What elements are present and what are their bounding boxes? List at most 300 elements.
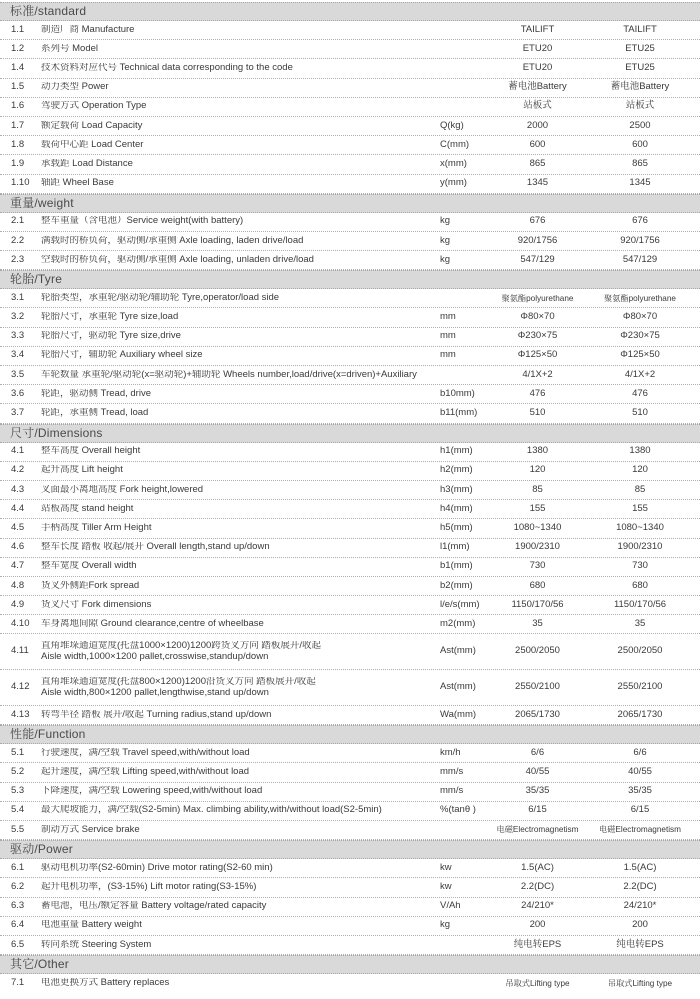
- row-value-etu25: 40/55: [628, 766, 652, 778]
- row-value-etu20: TAILIFT: [520, 23, 555, 35]
- row-unit: kw: [440, 861, 452, 873]
- row-value-etu25: 920/1756: [620, 234, 660, 246]
- row-description-line1: 行驶速度，满/空载 Travel speed,with/without load: [41, 747, 250, 758]
- row-description: [41, 44, 440, 55]
- row-description: [41, 408, 440, 419]
- row-value-etu25: 蓄电池Battery: [610, 81, 670, 93]
- spec-row: [0, 577, 700, 596]
- spec-row: [0, 821, 700, 840]
- row-value-etu20: 2000: [526, 119, 549, 131]
- row-value-etu25: 865: [632, 157, 648, 169]
- row-number: 3.6: [11, 387, 25, 399]
- row-description: [41, 101, 440, 112]
- row-description: [41, 370, 440, 381]
- row-number: 4.3: [11, 483, 25, 495]
- row-value-etu20: 920/1756: [517, 234, 558, 246]
- row-description: [41, 121, 440, 132]
- row-description-line1: 手柄高度 Tiller Arm Height: [41, 522, 152, 533]
- spec-row: [0, 347, 700, 366]
- spec-row: [0, 936, 700, 955]
- section-rows: [0, 213, 700, 271]
- row-number: 4.6: [11, 541, 25, 553]
- spec-section: [0, 955, 700, 993]
- row-value-etu20: 35/35: [525, 785, 550, 797]
- row-unit: C(mm): [440, 138, 470, 150]
- row-description-line1: 载荷中心距 Load Center: [41, 139, 144, 150]
- spec-row: [0, 443, 700, 462]
- row-unit: b2(mm): [440, 579, 473, 591]
- row-value-etu20: 2.2(DC): [520, 880, 555, 892]
- row-unit: h5(mm): [440, 521, 473, 533]
- row-value-etu25: Φ80×70: [622, 311, 658, 323]
- row-number: 3.1: [11, 291, 25, 303]
- row-unit: l/e/s(mm): [440, 598, 480, 610]
- row-value-etu20: 547/129: [520, 253, 555, 265]
- row-unit: mm/s: [440, 785, 464, 797]
- row-value-etu20: 730: [529, 560, 546, 572]
- row-description: [41, 600, 440, 611]
- row-description: [41, 825, 440, 836]
- row-description: [41, 465, 440, 476]
- row-description-line1: 轮距，驱动侧 Tread, drive: [41, 388, 151, 399]
- row-unit: %(tanθ ): [440, 804, 476, 816]
- row-unit: kg: [440, 919, 451, 931]
- row-value-etu25: 2.2(DC): [623, 880, 657, 892]
- row-number: 4.8: [11, 579, 25, 591]
- row-description: [41, 542, 440, 553]
- row-value-etu25: 聚氨酯polyurethane: [604, 293, 676, 303]
- row-unit: kw: [440, 880, 452, 892]
- row-description: [41, 140, 440, 151]
- row-description: [41, 159, 440, 170]
- row-unit: x(mm): [440, 157, 467, 169]
- row-value-etu20: Φ80×70: [520, 311, 555, 323]
- spec-row: [0, 615, 700, 634]
- row-description: [41, 882, 440, 893]
- row-value-etu25: 站板式: [625, 100, 655, 112]
- row-description-line1: 下降速度，满/空载 Lowering speed,with/without load: [41, 786, 263, 797]
- row-unit: Q(kg): [440, 119, 464, 131]
- row-value-etu25: 155: [632, 502, 648, 514]
- row-number: 4.5: [11, 521, 25, 533]
- spec-row: [0, 462, 700, 481]
- spec-row: [0, 98, 700, 117]
- row-value-etu20: 155: [529, 502, 546, 514]
- row-value-etu25: 1.5(AC): [623, 861, 657, 873]
- spec-row: [0, 404, 700, 423]
- spec-row: [0, 385, 700, 404]
- row-unit: Wa(mm): [440, 708, 477, 720]
- row-unit: y(mm): [440, 177, 467, 189]
- row-unit: h3(mm): [440, 483, 473, 495]
- row-description: [41, 82, 440, 93]
- spec-row: [0, 213, 700, 232]
- row-number: 1.7: [11, 119, 25, 131]
- row-description: [41, 677, 440, 699]
- row-value-etu20: 600: [529, 138, 546, 150]
- row-value-etu25: 2065/1730: [617, 708, 663, 720]
- section-header: 重量/weight: [0, 194, 700, 213]
- row-value-etu25: 2500: [629, 119, 651, 131]
- row-value-etu20: 2550/2100: [515, 681, 560, 693]
- row-description: [41, 446, 440, 457]
- row-description-line1: 轮胎尺寸，承重轮 Tyre size,load: [41, 312, 179, 323]
- row-description-line1: 制造厂商 Manufacture: [41, 24, 135, 35]
- row-description: [41, 561, 440, 572]
- spec-row: [0, 40, 700, 59]
- section-header: 其它/Other: [0, 955, 700, 974]
- row-description: [41, 331, 440, 342]
- spec-row: [0, 289, 700, 308]
- row-value-etu20: 蓄电池Battery: [508, 81, 567, 93]
- row-value-etu25: 6/6: [633, 746, 647, 758]
- spec-row: [0, 519, 700, 538]
- spec-row: [0, 232, 700, 251]
- row-number: 1.4: [11, 62, 25, 73]
- row-number: 3.4: [11, 349, 25, 361]
- row-value-etu20: 纯电转EPS: [513, 938, 562, 950]
- row-value-etu25: 1345: [629, 177, 651, 189]
- row-value-etu20: Φ230×75: [517, 330, 558, 342]
- row-description: [41, 767, 440, 778]
- section-rows: [0, 974, 700, 993]
- row-value-etu25: Φ230×75: [620, 330, 660, 342]
- row-number: 5.5: [11, 823, 25, 835]
- row-unit: kg: [440, 253, 451, 265]
- row-value-etu25: 547/129: [622, 253, 658, 265]
- row-unit: l1(mm): [440, 541, 470, 553]
- row-description: [41, 389, 440, 400]
- spec-section: [0, 840, 700, 955]
- row-unit: mm/s: [440, 766, 464, 778]
- spec-row: [0, 974, 700, 993]
- row-unit: b11(mm): [440, 407, 478, 418]
- row-description: [41, 485, 440, 496]
- row-number: 3.3: [11, 330, 25, 342]
- row-value-etu20: 1080~1340: [513, 521, 562, 533]
- row-value-etu20: 1345: [526, 177, 549, 189]
- row-unit: Ast(mm): [440, 681, 476, 693]
- row-description-line1: 轮胎尺寸，驱动轮 Tyre size,drive: [41, 331, 181, 342]
- row-value-etu25: 600: [632, 138, 648, 150]
- row-description-line1: 承载距 Load Distance: [41, 158, 133, 169]
- row-value-etu25: 1380: [629, 445, 651, 457]
- row-description: [41, 312, 440, 323]
- row-description-line1: 额定载荷 Load Capacity: [41, 120, 143, 131]
- row-value-etu25: ETU25: [625, 62, 655, 73]
- spec-row: [0, 898, 700, 917]
- row-value-etu25: 35/35: [628, 785, 652, 797]
- row-description: [41, 581, 440, 592]
- row-description-line1: 动力类型 Power: [41, 82, 109, 93]
- section-rows: [0, 744, 700, 840]
- row-value-etu25: 680: [632, 579, 648, 591]
- spec-row: [0, 670, 700, 706]
- row-value-etu20: 200: [529, 919, 546, 931]
- spec-row: [0, 596, 700, 615]
- spec-section: [0, 270, 700, 423]
- row-description: [41, 710, 440, 721]
- section-rows: [0, 289, 700, 423]
- row-number: 4.12: [11, 681, 30, 693]
- spec-row: [0, 783, 700, 802]
- row-value-etu25: 24/210*: [623, 900, 657, 912]
- spec-section: [0, 424, 700, 726]
- row-number: 4.4: [11, 502, 25, 514]
- row-description-line1: 起升高度 Lift height: [41, 465, 123, 476]
- row-value-etu20: 24/210*: [521, 900, 554, 912]
- row-description: [41, 293, 440, 304]
- row-description: [41, 805, 440, 816]
- spec-row: [0, 21, 700, 40]
- row-value-etu20: 865: [529, 157, 546, 169]
- row-number: 3.7: [11, 407, 25, 418]
- row-unit: m2(mm): [440, 617, 476, 629]
- spec-row: [0, 744, 700, 763]
- row-value-etu25: 4/1X+2: [624, 368, 656, 380]
- row-unit: b1(mm): [440, 560, 473, 572]
- spec-section: [0, 2, 700, 194]
- spec-row: [0, 59, 700, 78]
- row-value-etu25: 730: [632, 560, 648, 572]
- spec-row: [0, 802, 700, 821]
- row-number: 6.3: [11, 900, 25, 912]
- row-value-etu25: 1900/2310: [617, 541, 663, 553]
- row-value-etu20: 1900/2310: [515, 541, 560, 553]
- section-header: 尺寸/Dimensions: [0, 424, 700, 443]
- spec-row: [0, 481, 700, 500]
- row-number: 5.4: [11, 804, 25, 816]
- spec-row: [0, 328, 700, 347]
- spec-row: [0, 763, 700, 782]
- row-description-line1: 整车高度 Overall height: [41, 446, 141, 457]
- row-value-etu20: 4/1X+2: [522, 368, 553, 380]
- row-unit: h1(mm): [440, 445, 473, 457]
- row-number: 1.10: [11, 177, 30, 189]
- row-description-line1: 驱动电机功率(S2-60min) Drive motor rating(S2-60 min): [41, 862, 273, 873]
- spec-row: [0, 917, 700, 936]
- row-number: 2.1: [11, 215, 25, 227]
- row-number: 6.4: [11, 919, 25, 931]
- row-value-etu20: 1.5(AC): [521, 861, 554, 873]
- row-value-etu25: 85: [634, 483, 646, 495]
- row-description: [41, 216, 440, 227]
- row-value-etu20: 1150/170/56: [511, 598, 564, 610]
- row-value-etu25: 吊取式Lifting type: [607, 978, 673, 988]
- row-value-etu25: 纯电转EPS: [616, 938, 664, 950]
- row-description: [41, 619, 440, 630]
- row-value-etu20: 6/6: [530, 746, 545, 758]
- spec-row: [0, 706, 700, 725]
- row-description-line1: 起升速度，满/空载 Lifting speed,with/without load: [41, 767, 250, 778]
- row-description-line1: 货叉尺寸 Fork dimensions: [41, 599, 152, 610]
- row-value-etu25: 1080~1340: [616, 521, 664, 533]
- row-number: 1.6: [11, 100, 25, 112]
- row-unit: kg: [440, 215, 451, 227]
- section-header: 驱动/Power: [0, 840, 700, 859]
- row-value-etu25: TAILIFT: [623, 23, 657, 35]
- row-value-etu25: 35: [634, 617, 646, 629]
- row-description: [41, 25, 440, 36]
- row-value-etu20: ETU20: [522, 62, 553, 73]
- row-number: 3.5: [11, 368, 25, 380]
- section-header: 标准/standard: [0, 2, 700, 21]
- section-rows: [0, 443, 700, 726]
- row-description-line1: 转弯半径 踏板 展开/收起 Turning radius,stand up/down: [41, 709, 272, 720]
- row-number: 4.9: [11, 598, 25, 610]
- row-value-etu20: 35: [532, 617, 543, 629]
- row-number: 4.2: [11, 464, 25, 476]
- row-description-line1: 叉面最小离地高度 Fork height,lowered: [41, 484, 204, 495]
- spec-row: [0, 539, 700, 558]
- row-unit: b10mm): [440, 387, 475, 399]
- row-description: [41, 350, 440, 361]
- row-description-line2: Aisle width,1000×1200 pallet,crosswise,standup/down: [41, 650, 269, 662]
- row-value-etu20: Φ125×50: [517, 349, 558, 361]
- row-description-line1: 空载时的桥负荷，驱动侧/承重侧 Axle loading, unladen drive/load: [41, 254, 314, 265]
- row-number: 1.9: [11, 157, 25, 169]
- row-unit: h2(mm): [440, 464, 473, 476]
- row-value-etu20: 1380: [526, 445, 549, 457]
- row-description-line1: 起升电机功率，(S3-15%) Lift motor rating(S3-15%): [41, 881, 257, 892]
- row-unit: mm: [440, 330, 456, 342]
- section-header: 轮胎/Tyre: [0, 270, 700, 289]
- row-value-etu25: ETU25: [625, 42, 655, 54]
- row-description-line1: 蓄电池，电压/额定容量 Battery voltage/rated capacity: [41, 901, 267, 912]
- spec-row: [0, 117, 700, 136]
- row-description-line2: Aisle width,800×1200 pallet,lengthwise,stand up/down: [41, 686, 269, 698]
- spec-row: [0, 79, 700, 98]
- row-value-etu25: 200: [632, 919, 648, 931]
- row-value-etu20: 85: [532, 483, 543, 495]
- row-number: 1.1: [11, 23, 25, 35]
- row-unit: kg: [440, 234, 451, 246]
- section-rows: [0, 21, 700, 194]
- spec-section: [0, 725, 700, 840]
- row-value-etu25: 2500/2050: [617, 645, 663, 657]
- spec-row: [0, 155, 700, 174]
- row-number: 1.5: [11, 81, 25, 93]
- row-description: [41, 504, 440, 515]
- row-description: [41, 978, 440, 989]
- row-description-line1: 整车长度 踏板 收起/展开 Overall length,stand up/down: [41, 542, 270, 553]
- row-description-line1: 车轮数量 承重轮/驱动轮(x=驱动轮)+辅助轮 Wheels number,load/drive(x=driven)+Auxiliary: [41, 369, 417, 380]
- spec-row: [0, 136, 700, 155]
- row-number: 2.3: [11, 253, 25, 265]
- row-number: 6.5: [11, 938, 25, 950]
- row-unit: h4(mm): [440, 502, 473, 514]
- row-number: 4.1: [11, 445, 25, 457]
- row-value-etu25: 476: [632, 387, 648, 399]
- row-value-etu25: 1150/170/56: [613, 598, 667, 610]
- row-value-etu20: 2065/1730: [515, 708, 560, 720]
- row-number: 5.2: [11, 766, 25, 778]
- row-number: 4.7: [11, 560, 25, 572]
- row-description-line1: 站板高度 stand height: [41, 503, 134, 514]
- row-value-etu20: 电磁Electromagnetism: [496, 825, 579, 835]
- row-number: 3.2: [11, 311, 25, 323]
- row-value-etu20: 40/55: [525, 766, 550, 778]
- row-description: [41, 236, 440, 247]
- row-value-etu20: 6/15: [528, 804, 547, 816]
- row-number: 4.11: [11, 645, 29, 657]
- row-number: 6.1: [11, 861, 25, 873]
- row-description-line1: 直角堆垛通道宽度(托盘1000×1200)1200跨货叉方向 踏板展开/收起: [41, 640, 322, 651]
- row-value-etu20: 2500/2050: [515, 645, 560, 657]
- spec-row: [0, 500, 700, 519]
- row-number: 1.8: [11, 138, 25, 150]
- row-description: [41, 523, 440, 534]
- row-number: 1.2: [11, 42, 25, 54]
- spec-row: [0, 859, 700, 878]
- row-value-etu25: 676: [632, 215, 648, 227]
- row-description-line1: 技术资料对应代号 Technical data corresponding to the code: [41, 63, 293, 73]
- spec-row: [0, 634, 700, 670]
- row-value-etu20: 吊取式Lifting type: [505, 978, 570, 988]
- row-description-line1: 电池重量 Battery weight: [41, 920, 142, 931]
- row-value-etu25: 6/15: [630, 804, 650, 816]
- row-unit: km/h: [440, 746, 461, 758]
- row-value-etu25: Φ125×50: [620, 349, 660, 361]
- row-value-etu20: 676: [529, 215, 546, 227]
- row-unit: mm: [440, 349, 456, 361]
- row-description-line1: 直角堆垛通道宽度(托盘800×1200)1200沿货叉方向 踏板展开/收起: [41, 676, 316, 687]
- row-unit: Ast(mm): [440, 645, 476, 657]
- row-description-line1: 整车宽度 Overall width: [41, 561, 137, 572]
- row-description-line1: 电池更换方式 Battery replaces: [41, 978, 170, 989]
- row-number: 5.3: [11, 785, 25, 797]
- row-number: 6.2: [11, 880, 25, 892]
- row-unit: mm: [440, 311, 456, 323]
- row-value-etu25: 120: [632, 464, 648, 476]
- spec-row: [0, 878, 700, 897]
- row-description: [41, 178, 440, 189]
- row-description: [41, 786, 440, 797]
- row-description-line1: 轮胎类型，承重轮/驱动轮/辅助轮 Tyre,operator/load side: [41, 292, 280, 303]
- row-description: [41, 920, 440, 931]
- row-description: [41, 748, 440, 759]
- spec-row: [0, 251, 700, 270]
- row-description-line1: 车身离地间隙 Ground clearance,centre of wheelbase: [41, 618, 264, 629]
- row-value-etu20: 476: [529, 387, 546, 399]
- spec-table: [0, 2, 700, 993]
- row-number: 4.10: [11, 617, 30, 629]
- row-description-line1: 整车重量（含电池）Service weight(with battery): [41, 216, 244, 227]
- row-value-etu25: 电磁Electromagnetism: [599, 825, 681, 835]
- row-value-etu25: 2550/2100: [617, 681, 663, 693]
- row-unit: V/Ah: [440, 900, 461, 912]
- row-description-line1: 制动方式 Service brake: [41, 824, 140, 835]
- section-header: 性能/Function: [0, 725, 700, 744]
- row-value-etu20: 510: [529, 407, 546, 418]
- row-value-etu20: 120: [529, 464, 546, 476]
- row-value-etu25: 510: [632, 407, 648, 418]
- spec-section: [0, 194, 700, 271]
- row-description-line1: 轴距 Wheel Base: [41, 178, 114, 189]
- row-number: 4.13: [11, 708, 30, 720]
- spec-row: [0, 308, 700, 327]
- row-description-line1: 满载时的桥负荷，驱动侧/承重侧 Axle loading, laden drive/load: [41, 235, 304, 246]
- row-value-etu20: 680: [529, 579, 546, 591]
- row-value-etu20: ETU20: [522, 42, 553, 54]
- row-description: [41, 940, 440, 951]
- spec-row: [0, 175, 700, 194]
- row-value-etu20: 聚氨酯polyurethane: [501, 293, 574, 303]
- row-description-line1: 轮距，承重侧 Tread, load: [41, 408, 149, 418]
- row-description-line1: 驾驶方式 Operation Type: [41, 101, 147, 112]
- row-value-etu20: 站板式: [523, 100, 552, 112]
- row-description-line1: 系列号 Model: [41, 43, 99, 54]
